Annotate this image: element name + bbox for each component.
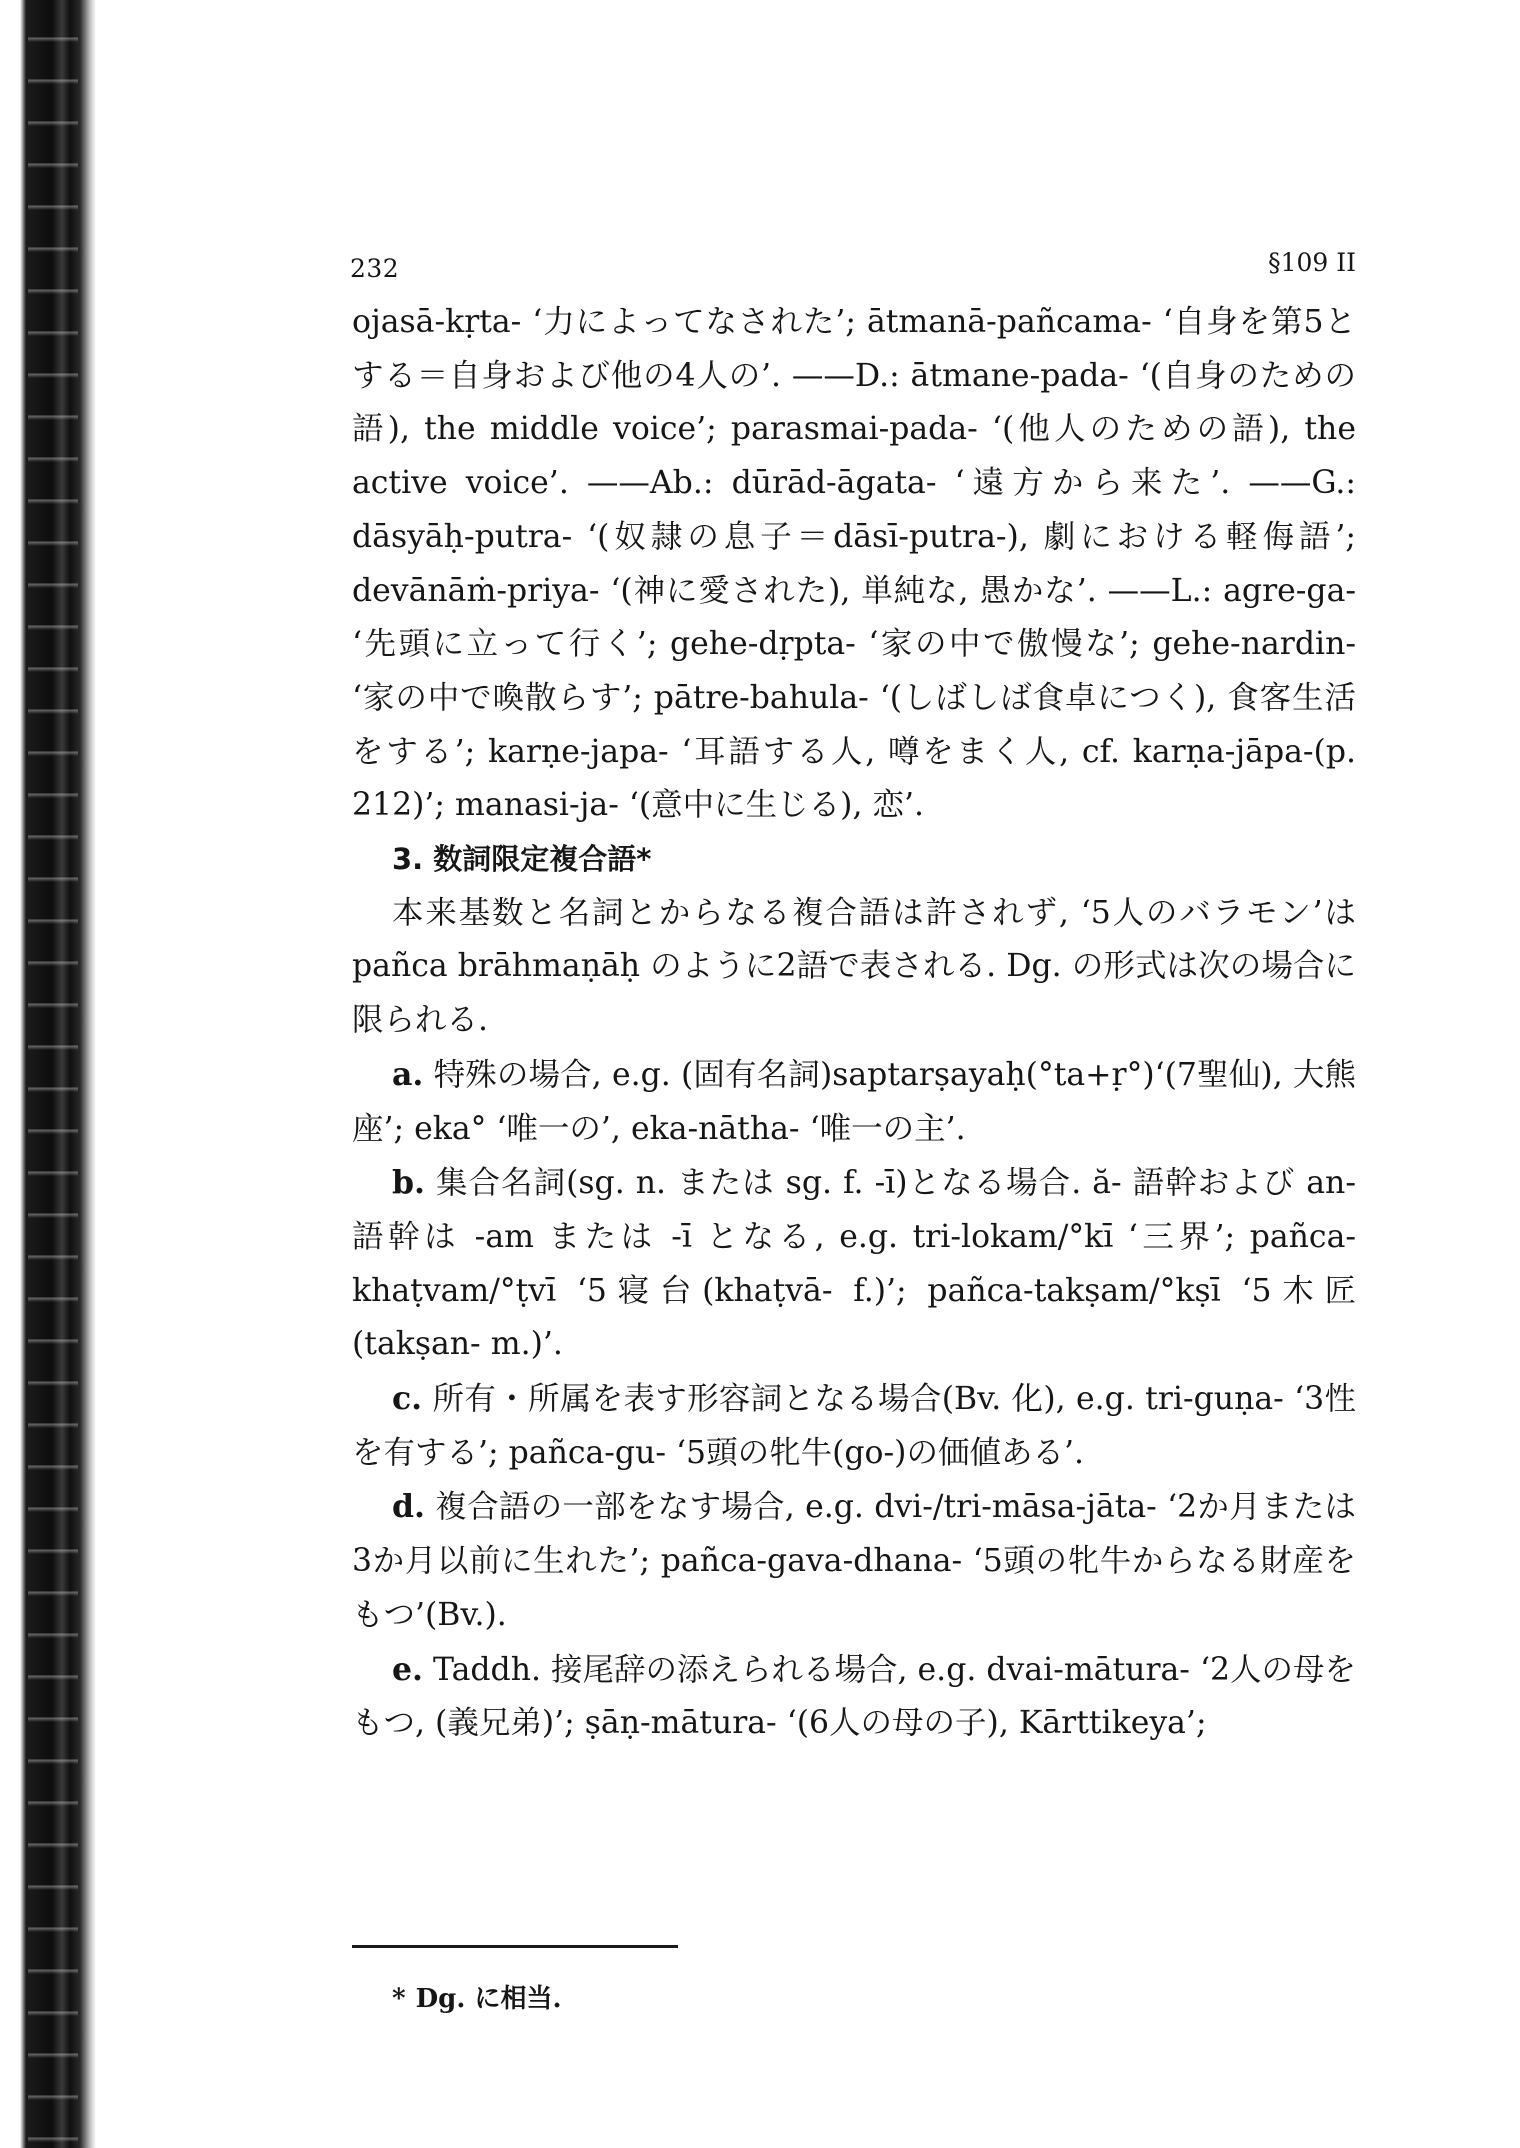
footnote-text: Dg. に相当. [415,1984,562,2014]
item-text: 所有・所属を表す形容詞となる場合(Bv. 化), e.g. tri-guṇa- ‘3性を有する’; pañca-gu- ‘5頭の牝牛(go-)の価値ある’. [352,1381,1356,1471]
heading-title: 数詞限定複合語* [433,842,652,877]
list-item-a [352,1048,1356,1156]
list-item-b [352,1156,1356,1372]
book-binding-shadow [0,0,96,2148]
footnote-divider [352,1945,678,1948]
item-marker: e. [392,1650,424,1688]
item-marker: b. [392,1164,425,1202]
paragraph-case-compounds: ojasā-kṛta- ‘力によってなされた’; ātmanā-pañcama- ‘自身を第5とする＝自身および他の4人の’. ——D.: ātmane-pada- ‘(自身のための語), the middle voice’; parasmai-pada- ‘(他人のための語), the active voice’. ——Ab.: dūrād-āgata- ‘遠方から来た’. ——G.: dāsyāḥ-putra- ‘(奴隷の息子＝dāsī-putra-), 劇における軽侮語’; devānāṁ-priya- ‘(神に愛された), 単純な, 愚かな’. ——L.: agre-ga- ‘先頭に立って行く’; gehe-dṛpta- ‘家の中で傲慢な’; gehe-nardin- ‘家の中で喚散らす’; pātre-bahula- ‘(しばしば食卓につく), 食客生活をする’; karṇe-japa- ‘耳語する人, 噂をまく人, cf. karṇa-jāpa-(p. 212)’; manasi-ja- ‘(意中に生じる), 恋’. [352,304,1356,824]
list-item-c [352,1372,1356,1480]
item-marker: c. [392,1380,423,1418]
item-marker: d. [392,1488,425,1526]
item-text: 複合語の一部をなす場合, e.g. dvi-/tri-māsa-jāta- ‘2か月または3か月以前に生れた’; pañca-gava-dhana- ‘5頭の牝牛からなる財産をもつ’(Bv.). [352,1489,1356,1633]
main-text [352,296,1356,1751]
item-marker: a. [392,1055,424,1093]
list-item-d [352,1480,1356,1642]
item-text: 特殊の場合, e.g. (固有名詞)saptarṣayaḥ(°ta+ṛ°)‘(7聖仙), 大熊座’; eka° ‘唯一の’, eka-nātha- ‘唯一の主’. [352,1056,1357,1147]
footnote-marker: * [392,1984,406,2014]
list-item-e [352,1643,1356,1751]
section-reference: §109 II [1268,248,1356,277]
item-text: 集合名詞(sg. n. または sg. f. -ī)となる場合. ă- 語幹および an- 語幹は -am または -ī となる, e.g. tri-lokam/°kī ‘三界’; pañca-khaṭvam/°ṭvī ‘5寝台(khaṭvā- f.)’; pañca-takṣam/°kṣī ‘5木匠(takṣan- m.)’. [352,1165,1356,1363]
paragraph-intro: 本来基数と名詞とからなる複合語は許されず, ‘5人のバラモン’は pañca brāhmaṇāḥ のように2語で表される. Dg. の形式は次の場合に限られる. [352,894,1356,1039]
item-text: Taddh. 接尾辞の添えられる場合, e.g. dvai-mātura- ‘2人の母をもつ, (義兄弟)’; ṣāṇ-mātura- ‘(6人の母の子), Kārttikeya’; [352,1651,1356,1742]
heading-number: 3. [392,842,424,877]
page-number: 232 [350,254,400,283]
footnote [392,1978,572,2015]
section-heading [352,833,1356,887]
